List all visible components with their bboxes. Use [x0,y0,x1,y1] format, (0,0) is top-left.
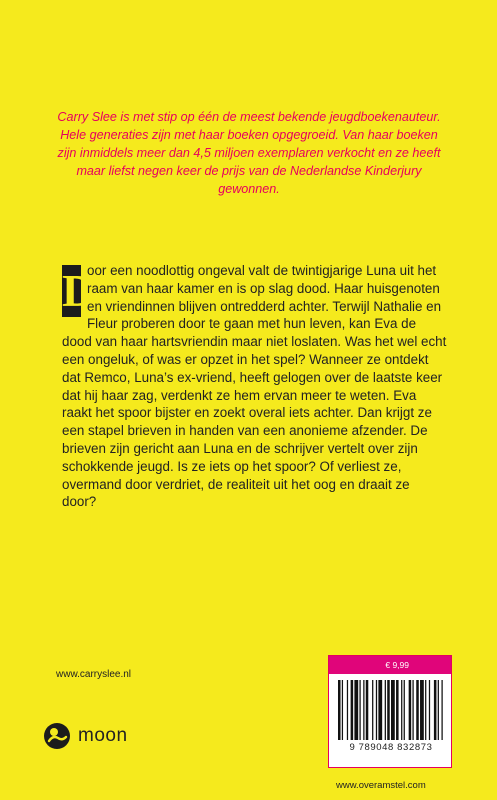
barcode-bar [363,680,364,740]
barcode-bar [404,680,405,740]
publisher-website[interactable]: www.overamstel.com [336,779,426,791]
barcode-bar [391,680,395,740]
barcode-bar [351,680,354,740]
barcode-bar [412,680,413,740]
barcode-bar [396,680,399,740]
barcode-area [328,655,452,768]
barcode-bar [338,680,341,740]
blurb-text: oor een noodlottig ongeval valt de twintigjarige Luna uit het raam van haar kamer en is op slag dood. Haar huisgenoten en vriendinnen blijven ontredderd achter. Terwijl Nathalie en Fleur proberen door te gaan met hun leven, kan Eva de dood van haar hartsvriendin maar niet loslaten. Was het wel echt een ongeluk, of was er opzet in het spel? Wanneer ze ontdekt dat Remco, Luna’s ex-vriend, heeft gelogen over de laatste keer dat hij haar zag, verdenkt ze hem ervan meer te weten. Eva raakt het spoor bijster en zoekt overal iets achter. Dan krijgt ze een stapel brieven in handen van een anonieme afzender. De brieven zijn gericht aan Luna en de schrijver vertelt over zijn schokkende jeugd. Is ze iets op het spoor? Of verliest ze, overmand door verdriet, de realiteit uit het oog en draait ze door? [62,263,447,510]
barcode-bar [409,680,412,740]
barcode-bar [387,680,390,740]
barcode-bar [354,680,358,740]
barcode-bar [376,680,377,740]
author-website[interactable]: www.carryslee.nl [56,669,132,680]
barcode-bar [441,680,442,740]
barcode-bar [401,680,402,740]
barcode-bar [429,680,430,740]
author-intro: Carry Slee is met stip op één de meest bekende jeugdboekenauteur. Hele generaties zijn met haar boeken opgegroeid. Van haar boeken zijn inmiddels meer dan 4,5 miljoen exemplaren verkocht en ze heeft maar liefst negen keer de prijs van de Nederlandse Kinderjury gewonnen. [57,110,441,196]
barcode-bar [438,680,439,740]
barcode-bar [359,680,360,740]
barcode-bar [342,680,343,740]
barcode-bar [347,680,348,740]
barcode-bar [385,680,386,740]
barcode-bar [378,680,382,740]
isbn-number: 9 789048 832873 [349,742,433,753]
barcode-bar [434,680,437,740]
moon-logo-icon [43,722,71,750]
barcode-bar [425,680,426,740]
drop-cap: D [62,265,96,316]
barcode-bar [366,680,369,740]
book-blurb [62,262,447,511]
publisher-logo [43,722,153,752]
publisher-logo-text: moon [78,725,128,746]
barcode-icon [338,680,444,740]
price-label: € 9,99 [329,656,451,674]
barcode-bar [416,680,419,740]
barcode-bar [420,680,424,740]
barcode-bar [372,680,373,740]
